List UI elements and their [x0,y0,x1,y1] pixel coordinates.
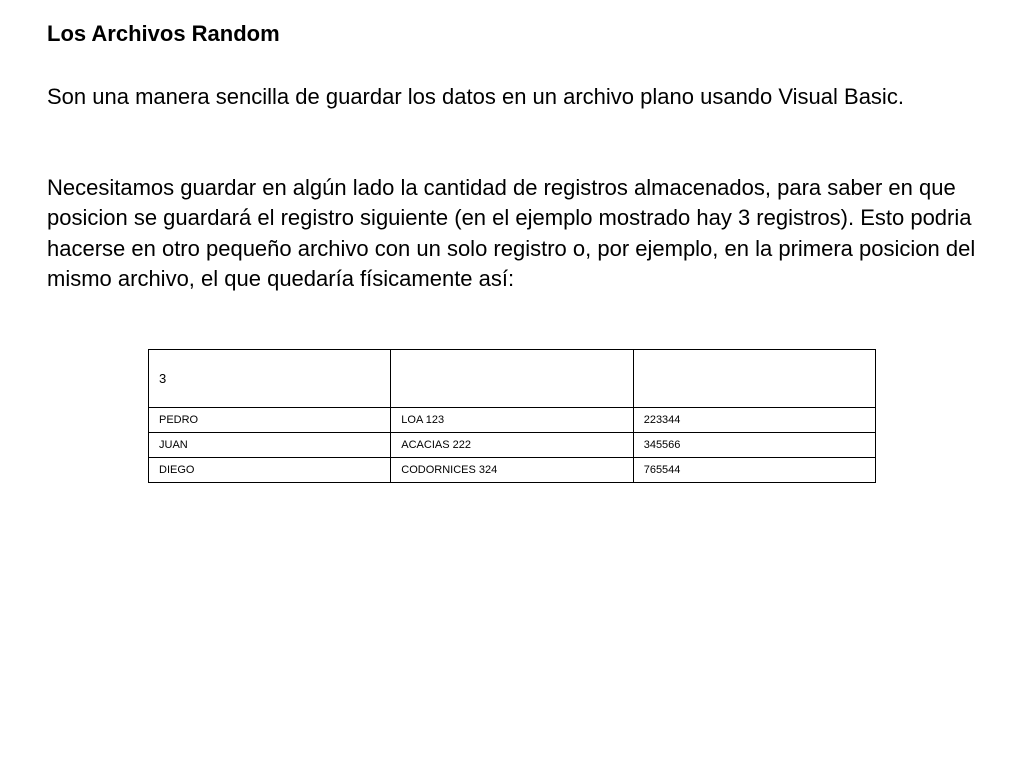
table-row [149,408,876,433]
phone-cell: 223344 [633,408,875,433]
address-cell: CODORNICES 324 [391,458,633,483]
phone-cell: 345566 [633,433,875,458]
table-row [149,458,876,483]
explanation-paragraph: Necesitamos guardar en algún lado la cantidad de registros almacenados, para saber en que posicion se guardará el registro siguiente (en el ejemplo mostrado hay 3 registros). Esto podria hacerse en otro pequeño archivo con un solo registro o, por ejemplo, en la primera posicion del mismo archivo, el que quedaría físicamente así: [47,175,976,292]
phone-cell: 765544 [633,458,875,483]
record-count-cell: 3 [149,350,391,408]
address-cell: ACACIAS 222 [391,433,633,458]
empty-cell [391,350,633,408]
random-file-table [148,349,876,483]
table-row [149,433,876,458]
name-cell: PEDRO [149,408,391,433]
empty-cell [633,350,875,408]
record-count-row [149,350,876,408]
name-cell: DIEGO [149,458,391,483]
name-cell: JUAN [149,433,391,458]
address-cell: LOA 123 [391,408,633,433]
page-title: Los Archivos Random [47,21,280,46]
intro-paragraph: Son una manera sencilla de guardar los datos en un archivo plano usando Visual Basic. [47,84,904,109]
